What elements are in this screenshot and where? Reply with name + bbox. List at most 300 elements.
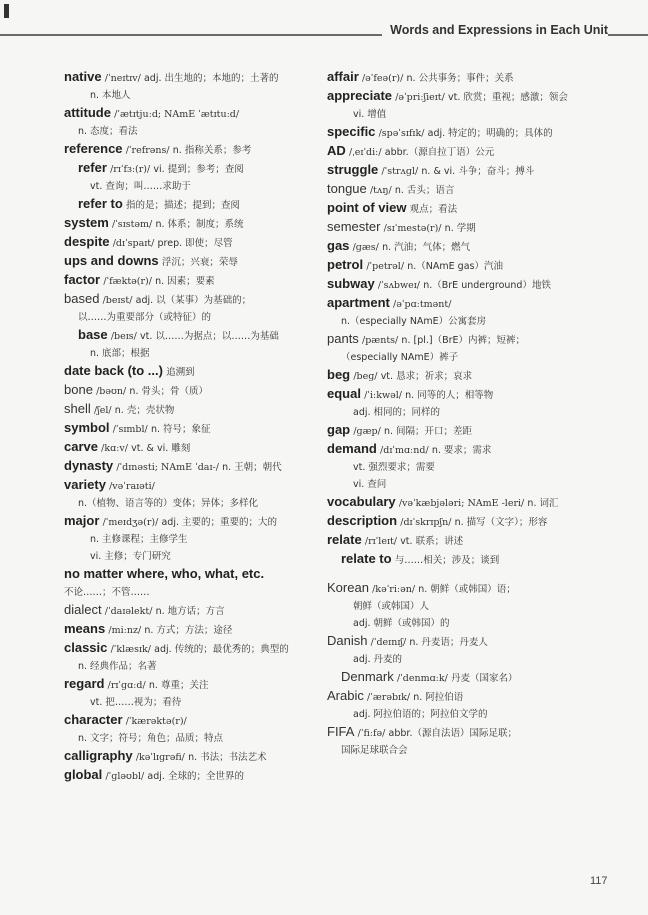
gloss: n. 汽油；气体；燃气 <box>382 242 471 253</box>
left-column <box>64 68 320 785</box>
phonetic: /ˈdɪnəsti; NAmE ˈdaɪ-/ <box>116 462 219 473</box>
entry-line <box>64 290 320 309</box>
glossary-entry <box>64 252 320 271</box>
gloss: vt. 把……视为；看待 <box>90 697 182 708</box>
entry-line <box>64 495 320 512</box>
glossary-entry <box>64 104 320 140</box>
entry-line <box>327 199 597 218</box>
gloss: 不论……；不管…… <box>64 587 150 598</box>
gloss: vt. 强烈要求；需要 <box>353 462 435 473</box>
headword: semester <box>327 219 381 234</box>
phonetic: /miːnz/ <box>108 625 142 636</box>
entry-line <box>64 531 320 548</box>
entry-line <box>327 615 597 632</box>
glossary-entry <box>64 419 320 438</box>
gloss: n. 词汇 <box>527 498 559 509</box>
phonetic: /ˈpetrəl/ <box>366 261 405 272</box>
headword: calligraphy <box>64 748 133 763</box>
phonetic: /ˈkærəktə(r)/ <box>125 716 187 727</box>
gloss: adj. 阿拉伯语的；阿拉伯文学的 <box>353 709 488 720</box>
phonetic: /ˈsʌbweɪ/ <box>377 280 421 291</box>
glossary-entry <box>327 385 597 421</box>
headword: factor <box>64 272 101 287</box>
headword: base <box>78 327 108 342</box>
phonetic: /pænts/ <box>362 335 399 346</box>
gloss: n. 阿拉伯语 <box>413 692 464 703</box>
entry-line <box>327 598 597 615</box>
corner-mark <box>4 4 9 18</box>
headword: means <box>64 621 106 636</box>
entry-line <box>327 440 597 459</box>
glossary-entry <box>64 675 320 711</box>
headword: classic <box>64 640 108 655</box>
entry-line <box>327 313 597 330</box>
gloss: 朝鲜（或韩国）人 <box>353 601 430 612</box>
phonetic: /ˈɡləʊbl/ <box>105 771 145 782</box>
entry-line <box>64 639 320 658</box>
entry-line <box>64 159 320 178</box>
glossary-entry <box>64 233 320 252</box>
phonetic: /dɪˈmɑːnd/ <box>380 445 429 456</box>
phonetic: /ˈfæktə(r)/ <box>103 276 152 287</box>
headword: attitude <box>64 105 111 120</box>
gloss: n. 底部；根据 <box>90 348 150 359</box>
entry-line <box>327 421 597 440</box>
phonetic: /spəˈsɪfɪk/ <box>378 128 425 139</box>
gloss: n. 朝鲜（或韩国）语； <box>418 584 516 595</box>
headword: specific <box>327 124 376 139</box>
gloss: abbr.（源自拉丁语）公元 <box>384 147 495 158</box>
phonetic: /vəˈraɪəti/ <box>109 481 155 492</box>
headword: AD <box>327 143 346 158</box>
gloss: 观点；看法 <box>409 204 458 215</box>
phonetic: /ˈmeɪdʒə(r)/ <box>102 517 159 528</box>
entry-line <box>64 601 320 620</box>
entry-line <box>327 687 597 706</box>
glossary-entry <box>327 550 597 569</box>
phonetic: /rɪˈfɜː(r)/ <box>110 164 151 175</box>
entry-line <box>327 706 597 723</box>
entry-spacer <box>327 569 597 579</box>
glossary-entry <box>64 457 320 476</box>
glossary-entry <box>327 579 597 632</box>
gloss: n. 主修课程；主修学生 <box>90 534 188 545</box>
headword: subway <box>327 276 375 291</box>
headword: apartment <box>327 295 390 310</box>
gloss: abbr.（源自法语）国际足联； <box>388 728 517 739</box>
phonetic: /sɪˈmestə(r)/ <box>383 223 442 234</box>
entry-line <box>327 237 597 256</box>
entry-line <box>327 87 597 106</box>
entry-line <box>327 476 597 493</box>
gloss: n. 符号；象征 <box>150 424 211 435</box>
phonetic: /ˈfiːfə/ <box>357 728 386 739</box>
phonetic: /ɡæs/ <box>352 242 379 253</box>
gloss: n. 书法；书法艺术 <box>188 752 267 763</box>
glossary-entry <box>327 275 597 294</box>
gloss: 国际足球联合会 <box>341 745 408 756</box>
entry-line <box>64 419 320 438</box>
glossary-entry <box>64 620 320 639</box>
headword: Denmark <box>341 669 394 684</box>
entry-line <box>327 218 597 237</box>
headword: no matter where, who, what, etc. <box>64 566 265 581</box>
gloss: n. 间隔；开口；差距 <box>384 426 473 437</box>
gloss: vt. 以……为据点；以……为基础 <box>140 331 279 342</box>
entry-line <box>327 493 597 512</box>
headword: despite <box>64 234 110 249</box>
gloss: adj. 特定的；明确的；具体的 <box>427 128 553 139</box>
phonetic: /ʃel/ <box>93 405 112 416</box>
glossary-entry <box>64 381 320 400</box>
glossary-entry <box>64 438 320 457</box>
headword: date back (to ...) <box>64 363 163 378</box>
phonetic: /ˈrefrəns/ <box>125 145 170 156</box>
phonetic: /kəˈriːən/ <box>372 584 416 595</box>
headword: point of view <box>327 200 407 215</box>
gloss: n. 态度；看法 <box>78 126 138 137</box>
glossary-entry <box>64 476 320 512</box>
glossary-entry <box>327 330 597 366</box>
gloss: （especially NAmE）裤子 <box>341 352 459 363</box>
headword: dynasty <box>64 458 114 473</box>
entry-line <box>327 275 597 294</box>
glossary-entry <box>64 565 320 601</box>
headword: description <box>327 513 398 528</box>
glossary-entry <box>327 366 597 385</box>
gloss: 追溯到 <box>166 367 195 378</box>
headword: Danish <box>327 633 368 648</box>
headword: petrol <box>327 257 364 272</box>
gloss: vt. & vi. 雕刻 <box>131 443 191 454</box>
headword: demand <box>327 441 377 456</box>
phonetic: /ˈiːkwəl/ <box>364 390 402 401</box>
phonetic: /ˈklæsɪk/ <box>110 644 151 655</box>
entry-line <box>64 233 320 252</box>
headword: equal <box>327 386 361 401</box>
entry-line <box>64 658 320 675</box>
glossary-entry <box>327 161 597 180</box>
entry-line <box>327 385 597 404</box>
gloss: n. 描写（文字）；形容 <box>454 517 548 528</box>
entry-line <box>64 381 320 400</box>
entry-line <box>64 309 320 326</box>
entry-line <box>64 326 320 345</box>
headword: struggle <box>327 162 379 177</box>
gloss: vt. 联系；讲述 <box>400 536 464 547</box>
glossary-entry <box>64 68 320 104</box>
headword: affair <box>327 69 359 84</box>
entry-line <box>64 252 320 271</box>
phonetic: /tʌŋ/ <box>369 185 392 196</box>
entry-line <box>64 476 320 495</box>
gloss: n. [pl.]（BrE）内裤；短裤； <box>401 335 526 346</box>
gloss: n. 体系；制度；系统 <box>155 219 244 230</box>
entry-line <box>327 651 597 668</box>
entry-line <box>327 550 597 569</box>
entry-line <box>327 123 597 142</box>
entry-line <box>64 271 320 290</box>
phonetic: /əˈpɑːtmənt/ <box>393 299 452 310</box>
gloss: n.（BrE underground）地铁 <box>423 280 551 291</box>
entry-line <box>327 531 597 550</box>
entry-line <box>64 195 320 214</box>
headword: ups and downs <box>64 253 159 268</box>
phonetic: /kɑːv/ <box>101 443 128 454</box>
entry-line <box>327 349 597 366</box>
gloss: n. 尊重；关注 <box>148 680 209 691</box>
glossary-entry <box>327 512 597 531</box>
gloss: n. & vi. 斗争；奋斗；搏斗 <box>421 166 535 177</box>
glossary-entry <box>64 362 320 381</box>
headword: regard <box>64 676 105 691</box>
entry-line <box>64 400 320 419</box>
entry-line <box>327 256 597 275</box>
gloss: n. 指称关系；参考 <box>172 145 252 156</box>
header-title: Words and Expressions in Each Unit <box>382 23 608 37</box>
headword: refer <box>78 160 107 175</box>
glossary-entry <box>64 766 320 785</box>
phonetic: /ˈærəbɪk/ <box>367 692 411 703</box>
gloss: n. 同等的人；相等物 <box>405 390 494 401</box>
entry-line <box>64 214 320 233</box>
entry-line <box>327 294 597 313</box>
headword: character <box>64 712 123 727</box>
headword: gap <box>327 422 351 437</box>
glossary-entry <box>327 87 597 123</box>
gloss: n. 学期 <box>444 223 476 234</box>
glossary-entry <box>327 142 597 161</box>
glossary-entry <box>64 601 320 620</box>
entry-line <box>327 404 597 421</box>
headword: FIFA <box>327 724 355 739</box>
glossary-entry <box>327 723 597 759</box>
gloss: n. 要求；需求 <box>431 445 492 456</box>
entry-line <box>64 766 320 785</box>
gloss: prep. 即使；尽管 <box>157 238 233 249</box>
gloss: n.（especially NAmE）公寓套房 <box>341 316 487 327</box>
entry-line <box>327 161 597 180</box>
phonetic: /ˈneɪtɪv/ <box>104 73 141 84</box>
gloss: 丹麦（国家名） <box>451 673 518 684</box>
entry-line <box>327 579 597 598</box>
headword: system <box>64 215 109 230</box>
entry-line <box>64 620 320 639</box>
glossary-entry <box>64 140 320 159</box>
entry-line <box>64 747 320 766</box>
headword: pants <box>327 331 359 346</box>
glossary-entry <box>327 440 597 493</box>
gloss: vi. 提到；参考；查阅 <box>153 164 244 175</box>
glossary-entry <box>64 195 320 214</box>
glossary-entry <box>64 271 320 290</box>
glossary-entry <box>327 687 597 723</box>
entry-line <box>64 694 320 711</box>
phonetic: /ˌeɪˈdiː/ <box>348 147 382 158</box>
gloss: n. 壳；壳状物 <box>114 405 175 416</box>
gloss: n.（NAmE gas）汽油 <box>407 261 503 272</box>
headword: variety <box>64 477 106 492</box>
entry-line <box>64 457 320 476</box>
phonetic: /əˈfeə(r)/ <box>361 73 404 84</box>
headword: refer to <box>78 196 123 211</box>
gloss: n.（植物、语言等的）变体；异体；多样化 <box>78 498 259 509</box>
headword: reference <box>64 141 123 156</box>
phonetic: /dɪˈskrɪpʃn/ <box>400 517 452 528</box>
phonetic: /kəˈlɪɡrəfi/ <box>135 752 185 763</box>
headword: Arabic <box>327 688 364 703</box>
glossary-entry <box>64 400 320 419</box>
entry-line <box>64 178 320 195</box>
gloss: vt. 欣赏；重视；感激；领会 <box>448 92 568 103</box>
gloss: n. 公共事务；事件；关系 <box>406 73 514 84</box>
entry-line <box>327 180 597 199</box>
gloss: adj. 相同的；同样的 <box>353 407 441 418</box>
gloss: adj. 全球的；全世界的 <box>147 771 244 782</box>
gloss: adj. 传统的；最优秀的；典型的 <box>154 644 289 655</box>
entry-line <box>64 711 320 730</box>
gloss: n. 王朝；朝代 <box>222 462 282 473</box>
glossary-entry <box>64 290 320 326</box>
gloss: n. 方式；方法；途径 <box>144 625 233 636</box>
phonetic: /ˈsɪstəm/ <box>112 219 153 230</box>
glossary-entry <box>64 711 320 747</box>
headword: Korean <box>327 580 369 595</box>
headword: native <box>64 69 102 84</box>
headword: global <box>64 767 103 782</box>
glossary-entry <box>64 214 320 233</box>
gloss: adj. 丹麦的 <box>353 654 403 665</box>
gloss: adj. 朝鲜（或韩国）的 <box>353 618 450 629</box>
entry-line <box>327 459 597 476</box>
entry-line <box>64 104 320 123</box>
gloss: vt. 恳求；祈求；哀求 <box>380 371 473 382</box>
phonetic: /vəˈkæbjələri; NAmE -leri/ <box>398 498 525 509</box>
gloss: n. 本地人 <box>90 90 131 101</box>
glossary-entry <box>327 180 597 199</box>
right-column <box>327 68 597 759</box>
entry-line <box>327 142 597 161</box>
gloss: 以……为重要部分（或特征）的 <box>78 312 212 323</box>
headword: based <box>64 291 100 306</box>
entry-line <box>64 730 320 747</box>
entry-line <box>327 366 597 385</box>
glossary-entry <box>64 639 320 675</box>
entry-line <box>64 512 320 531</box>
gloss: n. 舌头；语言 <box>394 185 455 196</box>
entry-line <box>327 106 597 123</box>
glossary-entry <box>327 123 597 142</box>
glossary-entry <box>64 159 320 195</box>
gloss: n. 文字；符号；角色；品质；特点 <box>78 733 224 744</box>
headword: dialect <box>64 602 102 617</box>
glossary-entry <box>327 199 597 218</box>
gloss: vi. 增值 <box>353 109 387 120</box>
glossary-entry <box>327 632 597 668</box>
headword: shell <box>64 401 91 416</box>
glossary-entry <box>327 531 597 550</box>
glossary-entry <box>64 326 320 362</box>
phonetic: /ˈdenmɑːk/ <box>396 673 448 684</box>
headword: appreciate <box>327 88 393 103</box>
entry-line <box>64 584 320 601</box>
headword: relate <box>327 532 362 547</box>
glossary-entry <box>327 68 597 87</box>
headword: gas <box>327 238 350 253</box>
gloss: adj. 以（某事）为基础的； <box>135 295 252 306</box>
entry-line <box>327 742 597 759</box>
glossary-entry <box>327 493 597 512</box>
entry-line <box>64 87 320 104</box>
gloss: adj. 出生地的；本地的；土著的 <box>143 73 279 84</box>
glossary-entry <box>64 747 320 766</box>
gloss: vt. 查询；叫……求助于 <box>90 181 191 192</box>
phonetic: /əˈpriːʃieɪt/ <box>395 92 445 103</box>
gloss: n. 丹麦语；丹麦人 <box>409 637 488 648</box>
entry-line <box>327 668 597 687</box>
phonetic: /beɡ/ <box>353 371 378 382</box>
glossary-entry <box>64 512 320 565</box>
gloss: n. 地方话；方言 <box>155 606 225 617</box>
phonetic: /dɪˈspaɪt/ <box>112 238 155 249</box>
phonetic: /rɪˈɡɑːd/ <box>107 680 146 691</box>
gloss: n. 因素；要素 <box>155 276 215 287</box>
entry-line <box>64 123 320 140</box>
glossary-entry <box>327 218 597 237</box>
entry-line <box>327 632 597 651</box>
phonetic: /ˈdaɪəlekt/ <box>104 606 153 617</box>
gloss: n. 经典作品；名著 <box>78 661 157 672</box>
entry-line <box>64 565 320 584</box>
phonetic: /beɪs/ <box>110 331 137 342</box>
entry-line <box>64 362 320 381</box>
phonetic: /ˈstrʌɡl/ <box>381 166 419 177</box>
gloss: 与……相关；涉及；谈到 <box>394 555 500 566</box>
entry-line <box>327 330 597 349</box>
glossary-entry <box>327 237 597 256</box>
phonetic: /ˈsɪmbl/ <box>112 424 148 435</box>
phonetic: /rɪˈleɪt/ <box>364 536 397 547</box>
phonetic: /beɪst/ <box>102 295 133 306</box>
headword: vocabulary <box>327 494 396 509</box>
entry-line <box>64 345 320 362</box>
phonetic: /bəʊn/ <box>96 386 127 397</box>
glossary-entry <box>327 668 597 687</box>
gloss: 浮沉；兴衰；荣辱 <box>161 257 238 268</box>
entry-line <box>327 723 597 742</box>
gloss: adj. 主要的；重要的；大的 <box>161 517 278 528</box>
headword: bone <box>64 382 93 397</box>
phonetic: /ˈdeɪnɪʃ/ <box>370 637 407 648</box>
headword: major <box>64 513 100 528</box>
entry-line <box>327 512 597 531</box>
phonetic: /ɡæp/ <box>353 426 381 437</box>
entry-line <box>64 68 320 87</box>
gloss: 指的是；描述；提到；查阅 <box>125 200 240 211</box>
page-number: 117 <box>590 875 608 887</box>
gloss: vi. 查问 <box>353 479 387 490</box>
gloss: vi. 主修；专门研究 <box>90 551 171 562</box>
entry-line <box>64 140 320 159</box>
glossary-entry <box>327 294 597 330</box>
phonetic: /ˈætɪtjuːd; NAmE ˈætɪtuːd/ <box>114 109 240 120</box>
gloss: n. 骨头；骨（质） <box>129 386 208 397</box>
running-header <box>0 16 648 58</box>
headword: tongue <box>327 181 367 196</box>
headword: relate to <box>341 551 392 566</box>
entry-line <box>327 68 597 87</box>
headword: carve <box>64 439 98 454</box>
